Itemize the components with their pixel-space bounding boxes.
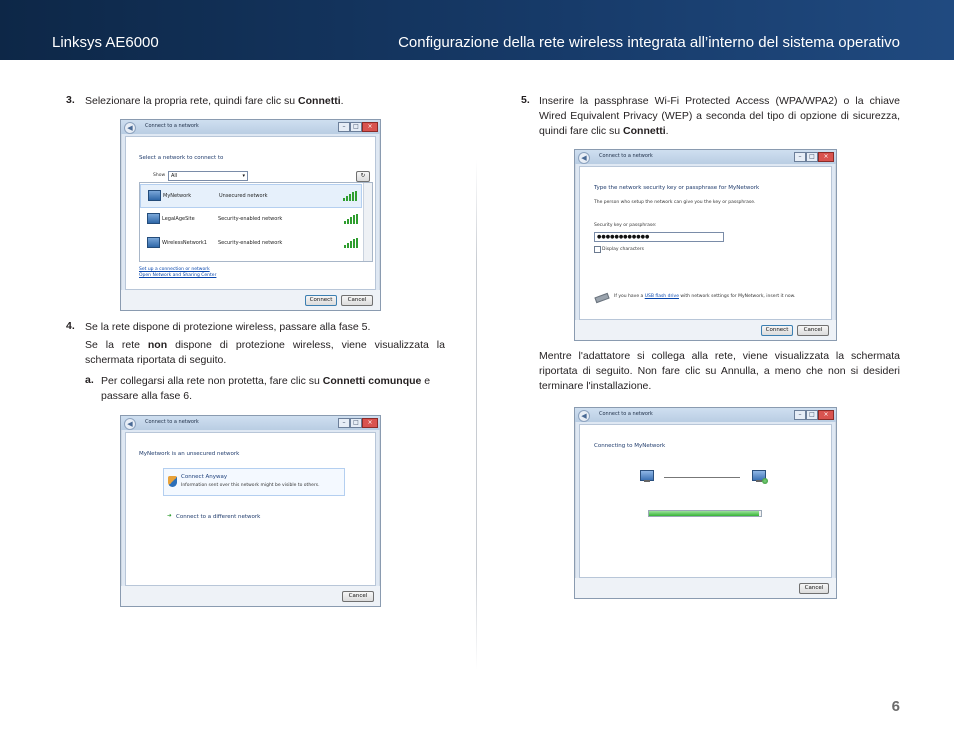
display-characters-checkbox[interactable] [594, 246, 601, 253]
maximize-icon[interactable]: □ [350, 122, 362, 132]
minimize-icon[interactable]: – [338, 122, 350, 132]
screenshot-unsecured-network [120, 415, 381, 607]
page-header [0, 0, 954, 60]
show-select[interactable]: All ▾ [168, 171, 248, 181]
signal-strength-icon [344, 214, 358, 224]
step-3-number: 3. [66, 94, 75, 106]
connection-line [664, 477, 740, 478]
show-label: Show [153, 173, 166, 178]
page-number: 6 [891, 698, 900, 715]
list-scrollbar[interactable] [363, 183, 372, 261]
step-3-text: Selezionare la propria rete, quindi fare clic su Connetti. [85, 95, 344, 107]
display-characters-label: Display characters [602, 247, 644, 252]
dialog-heading: Type the network security key or passphrase for MyNetwork [594, 185, 760, 191]
usb-hint: If you have a USB flash drive with network settings for MyNetwork, insert it now. [614, 294, 796, 299]
close-icon[interactable]: × [362, 418, 378, 428]
connect-button[interactable]: Connect [761, 325, 793, 336]
arrow-right-icon: ➜ [167, 513, 172, 519]
maximize-icon[interactable]: □ [350, 418, 362, 428]
network-icon [147, 237, 160, 248]
progress-fill [649, 511, 759, 516]
network-icon [147, 213, 160, 224]
step-4-text: Se la rete dispone di protezione wireless, passare alla fase 5. [85, 321, 371, 333]
minimize-icon[interactable]: – [794, 152, 806, 162]
step-4a-text: Per collegarsi alla rete non protetta, fare clic su Connetti comunque e passare alla fase 6. [101, 375, 431, 402]
screenshot-connecting [574, 407, 837, 599]
maximize-icon[interactable]: □ [806, 152, 818, 162]
window-title: Connect to a network [145, 419, 199, 425]
brand-name: Linksys AE6000 [52, 34, 159, 51]
signal-strength-icon [343, 191, 357, 201]
usb-drive-icon [594, 293, 609, 303]
cancel-button[interactable]: Cancel [342, 591, 374, 602]
screenshot-security-key [574, 149, 837, 341]
step-4-number: 4. [66, 320, 75, 332]
dialog-heading: MyNetwork is an unsecured network [139, 451, 240, 457]
close-icon[interactable]: × [818, 410, 834, 420]
screenshot-select-network [120, 119, 381, 311]
back-arrow-icon[interactable]: ◀ [578, 152, 590, 164]
connection-progress-bar [648, 510, 762, 517]
dialog-description: The person who setup the network can give you the key or passphrase. [594, 200, 756, 205]
network-list [139, 182, 373, 262]
network-icon [752, 470, 766, 482]
refresh-button[interactable]: ↻ [356, 171, 370, 182]
usb-flash-drive-link[interactable]: USB flash drive [644, 294, 679, 299]
computer-icon [640, 470, 654, 482]
maximize-icon[interactable]: □ [806, 410, 818, 420]
cancel-button[interactable]: Cancel [797, 325, 829, 336]
section-title: Configurazione della rete wireless integrata all’interno del sistema operativo [398, 34, 900, 51]
connect-button[interactable]: Connect [305, 295, 337, 306]
list-item[interactable]: MyNetwork Unsecured network [140, 184, 362, 208]
setup-connection-link[interactable]: Set up a connection or network [139, 267, 210, 272]
back-arrow-icon[interactable]: ◀ [578, 410, 590, 422]
list-item[interactable]: LegalAgeSite Security-enabled network [140, 208, 362, 230]
network-center-link[interactable]: Open Network and Sharing Center [139, 273, 217, 278]
dialog-heading: Connecting to MyNetwork [594, 443, 666, 449]
connect-anyway-option[interactable]: Connect Anyway Information sent over this network might be visible to others. [163, 468, 345, 496]
window-title: Connect to a network [599, 153, 653, 159]
minimize-icon[interactable]: – [794, 410, 806, 420]
close-icon[interactable]: × [362, 122, 378, 132]
signal-strength-icon [344, 238, 358, 248]
dialog-heading: Select a network to connect to [139, 155, 224, 161]
close-icon[interactable]: × [818, 152, 834, 162]
different-network-link[interactable]: Connect to a different network [176, 514, 261, 520]
window-title: Connect to a network [145, 123, 199, 129]
shield-icon [168, 476, 177, 487]
step-5-number: 5. [521, 94, 530, 106]
step-5-text: Inserire la passphrase Wi-Fi Protected Access (WPA/WPA2) o la chiave Wired Equivalent Privacy (WEP) a seconda del tipo di opzione di sicurezza, quindi fare clic su Connetti. [539, 95, 900, 137]
cancel-button[interactable]: Cancel [799, 583, 829, 594]
column-divider [476, 160, 477, 670]
minimize-icon[interactable]: – [338, 418, 350, 428]
key-label: Security key or passphrase: [594, 223, 657, 228]
step-4-paragraph: Se la rete non dispone di protezione wireless, viene visualizzata la schermata riportata di seguito. [85, 339, 445, 366]
back-arrow-icon[interactable]: ◀ [124, 418, 136, 430]
network-icon [148, 190, 161, 201]
step-4a-number: a. [85, 374, 94, 386]
window-title: Connect to a network [599, 411, 653, 417]
security-key-input[interactable]: ●●●●●●●●●●●● [594, 232, 724, 242]
connecting-paragraph: Mentre l'adattatore si collega alla rete, viene visualizzata la schermata riportata di seguito. Non fare clic su Annulla, a meno che non si desideri terminare l'installazione. [539, 350, 900, 392]
back-arrow-icon[interactable]: ◀ [124, 122, 136, 134]
cancel-button[interactable]: Cancel [341, 295, 373, 306]
list-item[interactable]: WirelessNetwork1 Security-enabled network [140, 232, 362, 254]
chevron-down-icon: ▾ [242, 173, 245, 179]
